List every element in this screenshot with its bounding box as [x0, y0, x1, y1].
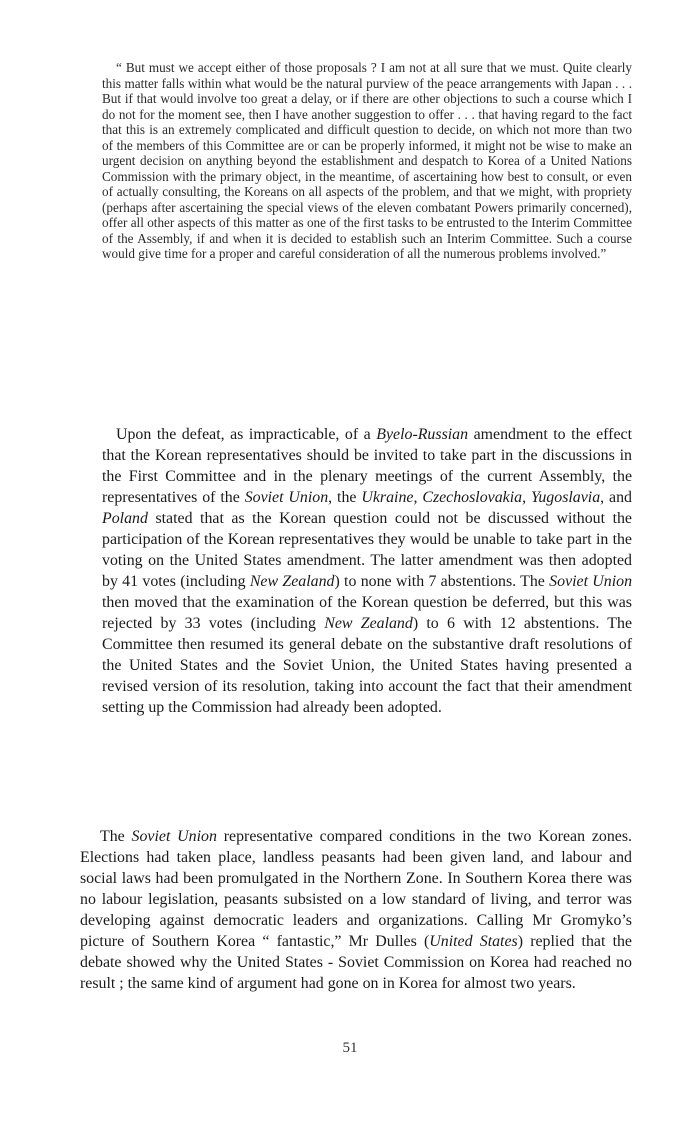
- country-name: Soviet Union: [549, 573, 633, 590]
- text-run: stated that as the Korean question could not be discussed without the participation of the Korean representatives they would be unable to take part in the voting on the United States amendment. The latter amendment was then adopted by 41 votes (including: [102, 510, 632, 590]
- page-number: 51: [342, 1040, 358, 1056]
- country-name: Soviet Union: [244, 489, 329, 506]
- country-name: Yugoslavia: [530, 489, 601, 506]
- text-run: Upon the defeat, as impracticable, of a: [116, 426, 377, 443]
- quoted-statement: [102, 60, 632, 262]
- paragraph-soviet-representative: [80, 826, 632, 994]
- text-run: representative compared conditions in the two Korean zones. Elections had taken place, landless peasants had been given land, and labour and social laws had been promulgated in the Northern Zone. In Southern Korea there was no labour legislation, peasants subsisted on a low standard of living, and terror was developing against democratic leaders and organizations. Calling Mr Gromyko’s picture of Southern Korea “ fantastic,” Mr Dulles (: [80, 828, 632, 950]
- country-name: Soviet Union: [131, 828, 217, 845]
- text-run: ) to 6 with 12 abstentions. The Committee then resumed its general debate on the substantive draft resolutions of the United States and the Soviet Union, the United States having presented a revised version of its resolution, taking into account the fact that their amendment setting up the Commission had already been adopted.: [102, 615, 633, 716]
- text-run: ,: [413, 489, 423, 506]
- text-run: The: [100, 828, 132, 845]
- country-name: Poland: [102, 510, 148, 527]
- text-run: amendment to the effect that the Korean representatives should be invited to take part in the discussions in the First Committee and in the plenary meetings of the current Assembly, the representatives of the: [102, 426, 632, 506]
- text-run: ) replied that the debate showed why the United States - Soviet Commission on Korea had reached no result ; the same kind of argument had gone on in Korea for almost two years.: [80, 933, 632, 992]
- text-run: ) to none with 7 abstentions. The: [334, 573, 550, 590]
- text-run: , and: [600, 489, 632, 506]
- country-name: United States: [429, 933, 518, 950]
- text-run: ,: [522, 489, 531, 506]
- text-run: , the: [328, 489, 362, 506]
- quote-text: “ But must we accept either of those proposals ? I am not at all sure that we must. Quite clearly this matter falls within what would be the natural purview of the peace arrangements with Japan . . . But if that would involve too great a delay, or if there are other objections to such a course which I do not for the moment see, then I have another suggestion to offer . . . that having regard to the fact that this is an extremely complicated and difficult question to decide, on which not more than two of the members of this Committee are or can be properly informed, it might not be wise to make an urgent decision on anything beyond the establishment and despatch to Korea of a United Nations Commission with the primary object, in the meantime, of ascertaining how best to consult, or even of actually consulting, the Koreans on all aspects of the problem, and that we might, with propriety (perhaps after ascertaining the special views of the eleven combatant Powers primarily concerned), offer all other aspects of this matter as one of the first tasks to be entrusted to the Interim Committee of the Assembly, if and when it is decided to establish such an Interim Committee. Such a course would give time for a proper and careful consideration of all the numerous problems involved.”: [102, 60, 632, 261]
- country-name: New Zealand: [324, 615, 413, 632]
- text-run: then moved that the examination of the Korean question be deferred, but this was rejected by 33 votes (including: [102, 594, 632, 632]
- country-name: Czechoslovakia: [422, 489, 523, 506]
- country-name: Ukraine: [361, 489, 414, 506]
- country-name: New Zealand: [249, 573, 335, 590]
- country-name: Byelo-Russian: [376, 426, 469, 443]
- paragraph-byelo-russian-amendment: [102, 424, 632, 718]
